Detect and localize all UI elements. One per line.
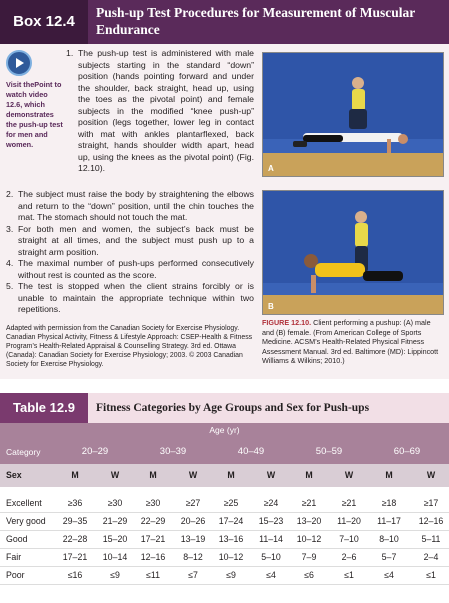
photo-male-pushup: [262, 52, 444, 177]
table-cell: ≥25: [223, 498, 239, 508]
table-cell: 22–28: [62, 534, 88, 544]
table-cell: 13–19: [180, 534, 206, 544]
table-cell: ≤4: [266, 570, 276, 580]
table-cell: ≤1: [344, 570, 354, 580]
table-cell: ≤9: [226, 570, 236, 580]
table-cell: ≤6: [304, 570, 314, 580]
table-cell: 17–24: [218, 516, 244, 526]
age-group-header: 50–59: [315, 446, 343, 457]
table-cell: 15–20: [102, 534, 128, 544]
sex-header-cell: M: [385, 470, 393, 480]
row-label: Excellent: [6, 498, 42, 508]
row-label: Poor: [6, 570, 25, 580]
step-number: 5.: [6, 281, 14, 291]
table-cell: 12–16: [140, 552, 166, 562]
table-cell: 5–11: [421, 534, 441, 544]
play-video-icon[interactable]: [6, 50, 32, 76]
table-cell: ≥30: [107, 498, 123, 508]
credit-note: Adapted with permission from the Canadian Society for Exercise Physiology. Canadian Physical Activity, Fitness & Lifestyle Approach: CSEP-Health & Fitness Program’s Health-Related Appraisal & Counselling Strategy. 3rd ed. Ottawa (Canada): Canadian Society for Exercise Physiology; 2003. © 2003 Canadian Society for Exercise Physiology.: [6, 325, 253, 368]
step-number: 3.: [6, 223, 14, 234]
table-cell: 13–16: [218, 534, 244, 544]
table-cell: 12–16: [418, 516, 444, 526]
step-text: The test is stopped when the client strains forcibly or is unable to maintain the appropriate technique within two repetitions.: [18, 281, 254, 314]
table-cell: ≤4: [384, 570, 394, 580]
table-cell: 10–12: [296, 534, 322, 544]
video-note[interactable]: Visit thePoint to watch video 12.6, which demonstrates the push-up test for men and women.: [6, 80, 63, 149]
row-label: Fair: [6, 552, 22, 562]
table-cell: ≥17: [423, 498, 439, 508]
sex-header-cell: M: [305, 470, 313, 480]
table-cell: 7–10: [339, 534, 359, 544]
table-cell: 8–10: [379, 534, 399, 544]
category-header: Category: [6, 447, 41, 457]
table-cell: 29–35: [62, 516, 88, 526]
sex-header-cell: W: [426, 470, 436, 480]
table-cell: ≥21: [301, 498, 317, 508]
step-2: [6, 189, 254, 224]
figure-caption: [262, 318, 444, 366]
photo-label-a: A: [268, 164, 274, 173]
steps-list: [6, 189, 254, 316]
table-cell: ≥24: [263, 498, 279, 508]
table-cell: 15–23: [258, 516, 284, 526]
row-divider: [0, 512, 449, 513]
row-label: Good: [6, 534, 28, 544]
table-cell: ≤16: [67, 570, 83, 580]
step-text: The maximal number of push-ups performed consecutively without rest is counted as the score.: [18, 258, 254, 280]
photo-female-pushup: [262, 190, 444, 315]
table-cell: ≥36: [67, 498, 83, 508]
row-label: Very good: [6, 516, 46, 526]
sex-header-cell: M: [227, 470, 235, 480]
age-group-header: 20–29: [81, 446, 109, 457]
step-1: [66, 48, 254, 175]
table-cell: 5–10: [261, 552, 281, 562]
table-cell: 7–9: [301, 552, 317, 562]
table-title: Fitness Categories by Age Groups and Sex for Push-ups: [96, 402, 370, 414]
table-cell: 11–14: [259, 534, 283, 544]
step-number: 4.: [6, 258, 14, 268]
figure-number: FIGURE 12.10.: [262, 318, 312, 327]
table-cell: ≤11: [146, 570, 160, 580]
sex-header-cell: W: [344, 470, 354, 480]
table-cell: ≤7: [188, 570, 198, 580]
table-cell: ≥30: [145, 498, 161, 508]
caption-text: Client performing a pushup: (A) male and (B) female. (From American College of Sports Medicine. ACSM’s Health-Related Physical Fitness Assessment Manual. 3rd ed. Baltimore (MD): Lippincott Williams & Wilkins; 2010.): [262, 318, 439, 365]
box-title: Push-up Test Procedures for Measurement of Muscular Endurance: [96, 5, 415, 37]
row-divider: [0, 566, 449, 567]
step-text: The subject must raise the body by straightening the elbows and return to the “down” position, until the chin touches the mat. The stomach should not touch the mat.: [18, 189, 254, 222]
table-cell: ≤1: [426, 570, 436, 580]
step-4: [6, 258, 254, 281]
row-divider: [0, 584, 449, 585]
step-3: [6, 224, 254, 259]
table-tag: Table 12.9: [0, 393, 88, 423]
table-cell: 10–12: [218, 552, 244, 562]
age-group-header: 40–49: [237, 446, 265, 457]
table-cell: 5–7: [381, 552, 397, 562]
step-text: The push-up test is administered with male subjects starting in the standard “down” position (hands pointing forward and under the shoulder, back straight, head up, using the toes as the pivotal point) and female subjects in the modified “knee push-up” position (legs together, lower leg in contact with mat with ankles plantarflexed, back straight, hands shoulder width apart, head up, using the knees as the pivotal point) (Fig. 12.10).: [78, 48, 254, 173]
age-group-header: 30–39: [159, 446, 187, 457]
age-group-header: 60–69: [393, 446, 421, 457]
sex-header-cell: M: [149, 470, 157, 480]
step-number: 2.: [6, 189, 14, 199]
table-cell: ≥18: [381, 498, 397, 508]
photo-label-b: B: [268, 302, 274, 311]
table-cell: 11–17: [377, 516, 401, 526]
table-cell: 20–26: [180, 516, 206, 526]
table-cell: 17–21: [140, 534, 166, 544]
table-cell: 17–21: [62, 552, 88, 562]
table-cell: 13–20: [296, 516, 322, 526]
age-label: Age (yr): [209, 425, 240, 435]
table-cell: ≥27: [185, 498, 201, 508]
row-divider: [0, 530, 449, 531]
table-cell: 22–29: [140, 516, 166, 526]
table-cell: 2–4: [423, 552, 439, 562]
sex-header-cell: M: [71, 470, 79, 480]
step-text: For both men and women, the subject’s back must be straight at all times, and the subject must push up to a straight arm position.: [18, 223, 254, 257]
table-cell: 8–12: [183, 552, 203, 562]
table-cell: ≤9: [110, 570, 120, 580]
step-number: 1.: [66, 48, 74, 58]
table-cell: 10–14: [102, 552, 128, 562]
table-cell: 2–6: [341, 552, 357, 562]
sex-header-cell: W: [110, 470, 120, 480]
sex-header-cell: W: [188, 470, 198, 480]
table-cell: ≥21: [341, 498, 357, 508]
box-tag: Box 12.4: [0, 0, 88, 44]
sex-header: Sex: [6, 470, 22, 480]
row-divider: [0, 548, 449, 549]
table-cell: 11–20: [337, 516, 361, 526]
table-cell: 21–29: [102, 516, 128, 526]
sex-header-cell: W: [266, 470, 276, 480]
step-5: [6, 281, 254, 316]
